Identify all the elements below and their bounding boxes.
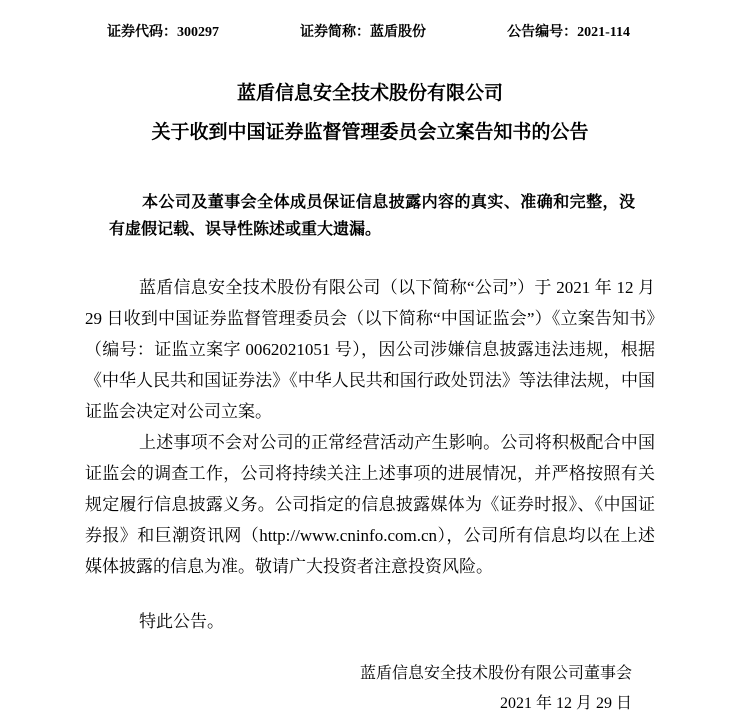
document-body	[0, 189, 740, 719]
announcement-title: 关于收到中国证券监督管理委员会立案告知书的公告	[151, 122, 589, 143]
announcement-number: 公告编号：2021-114	[507, 25, 630, 40]
signature-company: 蓝盾信息安全技术股份有限公司董事会	[359, 665, 632, 682]
company-title: 蓝盾信息安全技术股份有限公司	[236, 83, 503, 104]
body-paragraph-2: 上述事项不会对公司的正常经营活动产生影响。公司将积极配合中国证监会的调查工作，公司将持续关注上述事项的进展情况，并严格按照有关规定履行信息披露义务。公司指定的信息披露媒体为《证券时报》、《中国证券报》和巨潮资讯网（http://www.cninfo.com.cn），公司所有信息均以在上述媒体披露的信息为准。敬请广大投资者注意投资风险。	[85, 433, 655, 576]
stock-abbreviation: 证券简称：蓝盾股份	[300, 25, 427, 40]
body-paragraph-1: 蓝盾信息安全技术股份有限公司（以下简称“公司”）于 2021 年 12 月 29 日收到中国证券监督管理委员会（以下简称“中国证监会”）《立案告知书》（编号：证监立案字 0062021051 号），因公司涉嫌信息披露违法违规，根据《中华人民共和国证券法》《中华人民共和国行政处罚法》等法律法规，中国证监会决定对公司立案。	[85, 278, 655, 421]
stock-code: 证券代码：300297	[107, 25, 219, 40]
signature-block	[85, 659, 655, 719]
signature-date: 2021 年 12 月 29 日	[499, 695, 632, 712]
closing-statement: 特此公告。	[139, 612, 224, 631]
document-header	[0, 0, 740, 41]
board-statement: 本公司及董事会全体成员保证信息披露内容的真实、准确和完整，没有虚假记载、误导性陈述或重大遗漏。	[109, 194, 635, 238]
